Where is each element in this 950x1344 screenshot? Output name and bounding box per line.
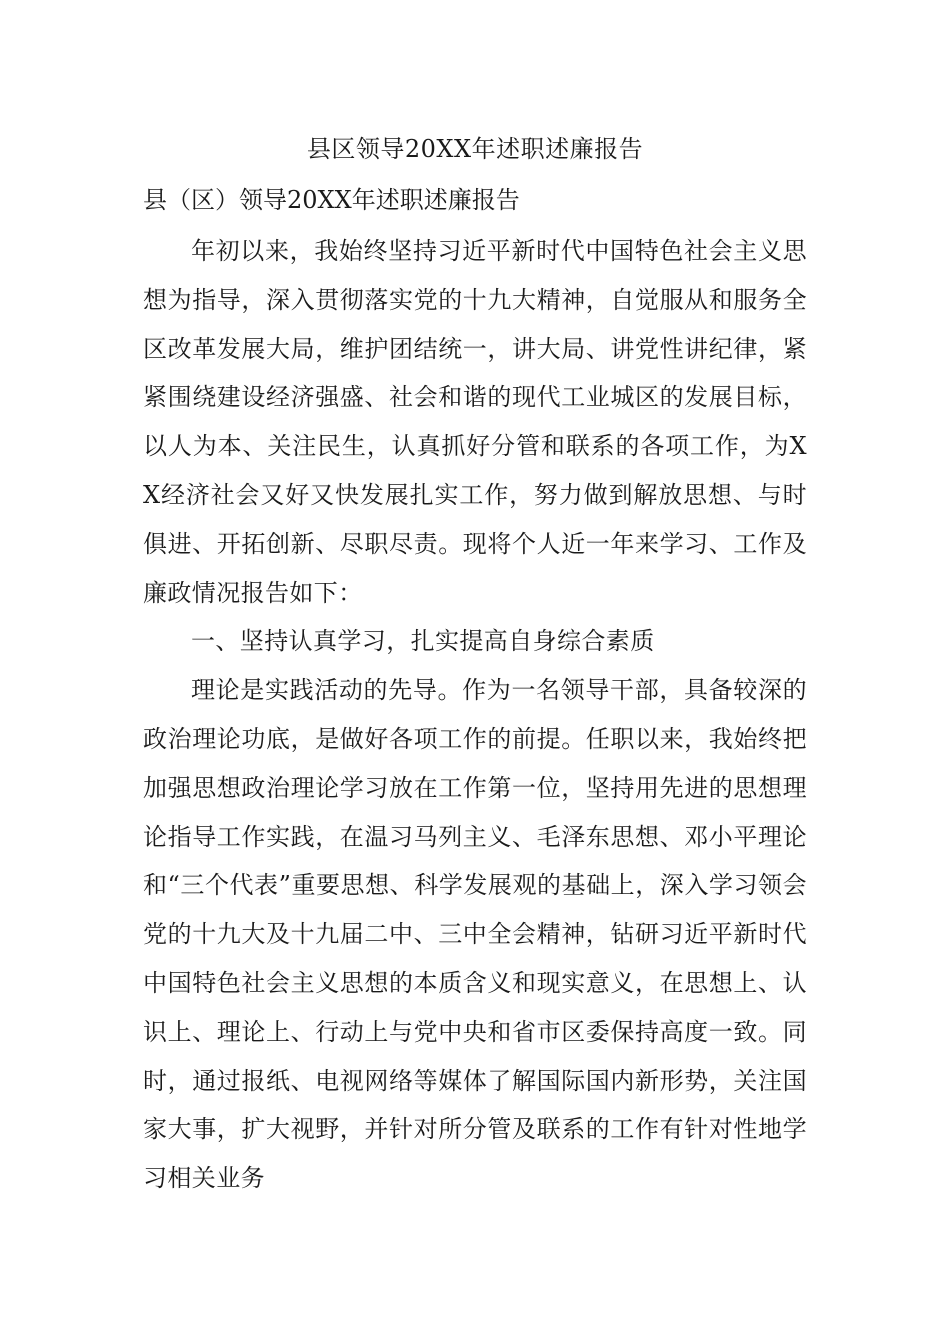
document-title: 县区领导20XX年述职述廉报告 xyxy=(306,135,644,163)
document-subtitle: 县（区）领导20XX年述职述廉报告 xyxy=(143,186,520,214)
document-body xyxy=(143,227,807,1203)
section-1-paragraph: 理论是实践活动的先导。作为一名领导干部，具备较深的政治理论功底，是做好各项工作的前提。任职以来，我始终把加强思想政治理论学习放在工作第一位，坚持用先进的思想理论指导工作实践，在温习马列主义、毛泽东思想、邓小平理论和“三个代表”重要思想、科学发展观的基础上，深入学习领会党的十九大及十九届二中、三中全会精神，钻研习近平新时代中国特色社会主义思想的本质含义和现实意义，在思想上、认识上、理论上、行动上与党中央和省市区委保持高度一致。同时，通过报纸、电视网络等媒体了解国际国内新形势，关注国家大事，扩大视野，并针对所分管及联系的工作有针对性地学习相关业务 xyxy=(143,676,807,1193)
intro-paragraph: 年初以来，我始终坚持习近平新时代中国特色社会主义思想为指导，深入贯彻落实党的十九大精神，自觉服从和服务全区改革发展大局，维护团结统一，讲大局、讲党性讲纪律，紧紧围绕建设经济强盛、社会和谐的现代工业城区的发展目标，以人为本、关注民生，认真抓好分管和联系的各项工作，为XX经济社会又好又快发展扎实工作，努力做到解放思想、与时俱进、开拓创新、尽职尽责。现将个人近一年来学习、工作及廉政情况报告如下： xyxy=(143,237,807,607)
section-heading-1: 一、坚持认真学习，扎实提高自身综合素质 xyxy=(191,627,655,656)
